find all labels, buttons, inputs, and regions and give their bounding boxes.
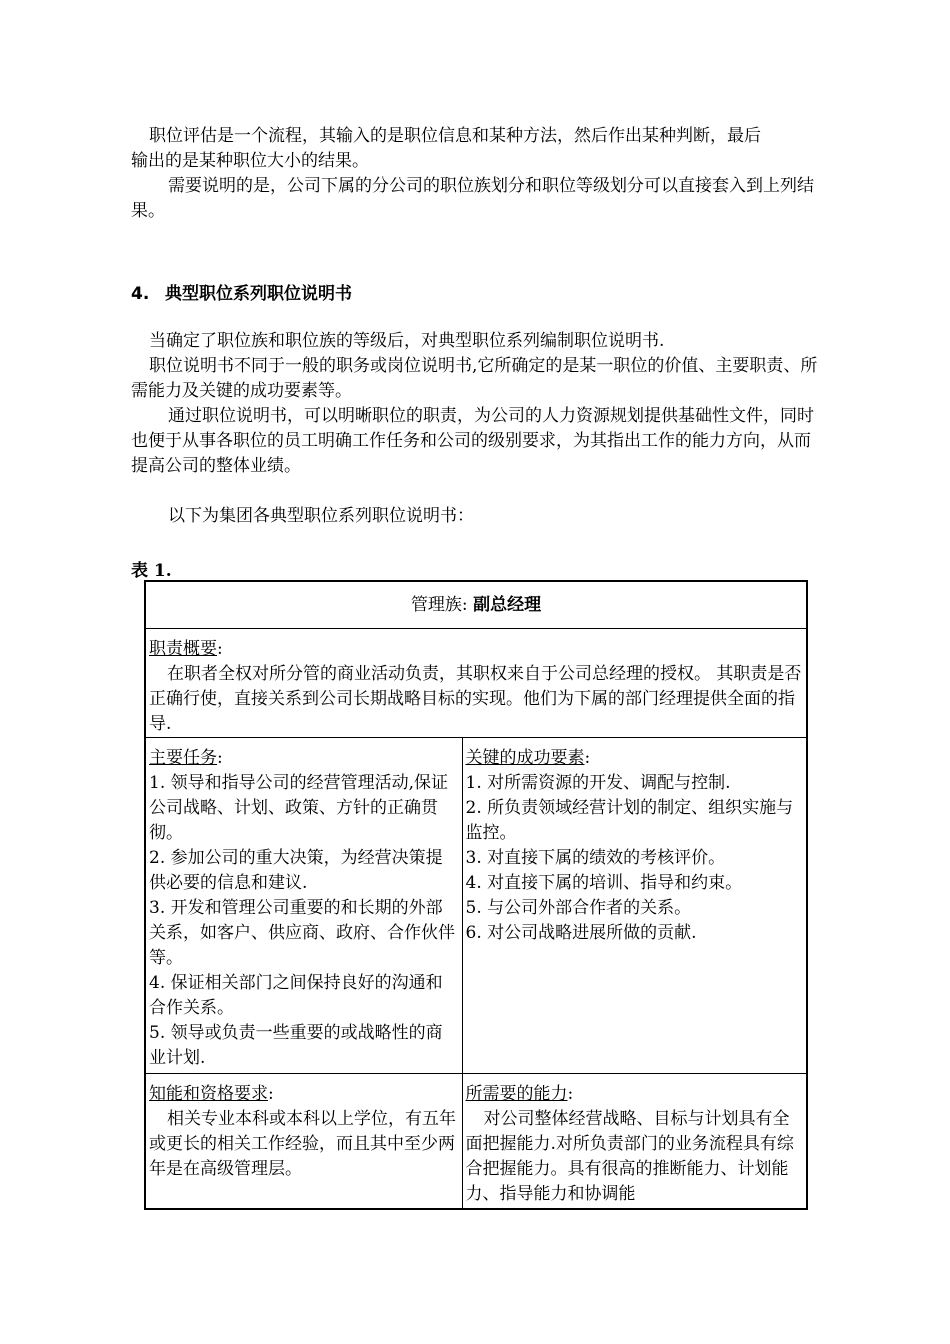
- success-factor-item: 5. 与公司外部合作者的关系。: [465, 898, 692, 918]
- qualifications-cell: [145, 1074, 462, 1210]
- task-item: 1. 领导和指导公司的经营管理活动,保证公司战略、计划、政策、方针的正确贯彻。: [149, 773, 449, 843]
- qualifications-colon: :: [268, 1084, 274, 1104]
- table-row: [145, 1074, 807, 1210]
- intro-paragraph-2: 需要说明的是，公司下属的分公司的职位族划分和职位等级划分可以直接套入到上列结果。: [131, 176, 814, 221]
- job-description-table: [144, 580, 808, 1210]
- table-row: [145, 581, 807, 629]
- abilities-text: 对公司整体经营战略、目标与计划具有全面把握能力.对所负责部门的业务流程具有综合把握能力。具有很高的推断能力、计划能力、指导能力和协调能: [465, 1109, 794, 1204]
- table-row: [145, 738, 807, 1074]
- overview-cell: [145, 629, 807, 738]
- abilities-colon: :: [567, 1084, 574, 1104]
- section-title: 典型职位系列职位说明书: [165, 284, 352, 304]
- success-factor-item: 4. 对直接下属的培训、指导和约束。: [465, 873, 743, 893]
- section-heading: [131, 279, 352, 304]
- overview-colon: :: [217, 639, 223, 659]
- success-factors-colon: :: [584, 748, 591, 768]
- tasks-colon: :: [217, 748, 223, 768]
- success-factor-item: 6. 对公司战略进展所做的贡献.: [465, 923, 697, 943]
- intro-section: [131, 124, 821, 224]
- intro-paragraph-1: 职位评估是一个流程，其输入的是职位信息和某种方法，然后作出某种判断，最后输出的是某种职位大小的结果。: [131, 126, 761, 171]
- task-item: 4. 保证相关部门之间保持良好的沟通和合作关系。: [149, 973, 443, 1018]
- task-item: 3. 开发和管理公司重要的和长期的外部关系，如客户、供应商、政府、合作伙伴等。: [149, 898, 455, 968]
- job-family-label: 管理族:: [410, 594, 474, 615]
- overview-text: 在职者全权对所分管的商业活动负责，其职权来自于公司总经理的授权。 其职责是否正确行使，直接关系到公司长期战略目标的实现。他们为下属的部门经理提供全面的指导.: [149, 664, 802, 734]
- section-paragraph-2: 职位说明书不同于一般的职务或岗位说明书,它所确定的是某一职位的价值、主要职责、所需能力及关键的成功要素等。: [131, 356, 818, 401]
- qualifications-text: 相关专业本科或本科以上学位，有五年或更长的相关工作经验，而且其中至少两年是在高级管理层。: [149, 1109, 456, 1179]
- section-body: [131, 329, 821, 529]
- task-item: 5. 领导或负责一些重要的或战略性的商业计划.: [149, 1023, 443, 1068]
- success-factor-item: 1. 对所需资源的开发、调配与控制.: [465, 773, 731, 793]
- section-paragraph-4: 以下为集团各典型职位系列职位说明书：: [168, 506, 474, 526]
- task-item: 2. 参加公司的重大决策，为经营决策提供必要的信息和建议.: [149, 848, 443, 893]
- table-row: [145, 629, 807, 738]
- success-factor-item: 3. 对直接下属的绩效的考核评价。: [465, 848, 726, 868]
- abilities-cell: [462, 1074, 807, 1210]
- overview-label: 职责概要: [149, 639, 217, 659]
- position-title-cell: [145, 581, 807, 629]
- section-paragraph-1: 当确定了职位族和职位族的等级后，对典型职位系列编制职位说明书.: [149, 331, 665, 351]
- tasks-label: 主要任务: [149, 748, 217, 768]
- section-paragraph-3: 通过职位说明书，可以明晰职位的职责，为公司的人力资源规划提供基础性文件，同时也便于从事各职位的员工明确工作任务和公司的级别要求，为其指出工作的能力方向，从而提高公司的整体业绩。: [131, 406, 814, 476]
- qualifications-label: 知能和资格要求: [149, 1084, 268, 1104]
- abilities-label: 所需要的能力: [465, 1084, 568, 1104]
- position-name: 副总经理: [473, 594, 542, 615]
- success-factors-label: 关键的成功要素: [465, 748, 585, 768]
- table-caption: 表 1.: [131, 561, 172, 581]
- section-number: 4.: [131, 284, 150, 304]
- success-factors-cell: [462, 738, 807, 1074]
- success-factor-item: 2. 所负责领域经营计划的制定、组织实施与监控。: [465, 798, 794, 843]
- tasks-cell: [145, 738, 462, 1074]
